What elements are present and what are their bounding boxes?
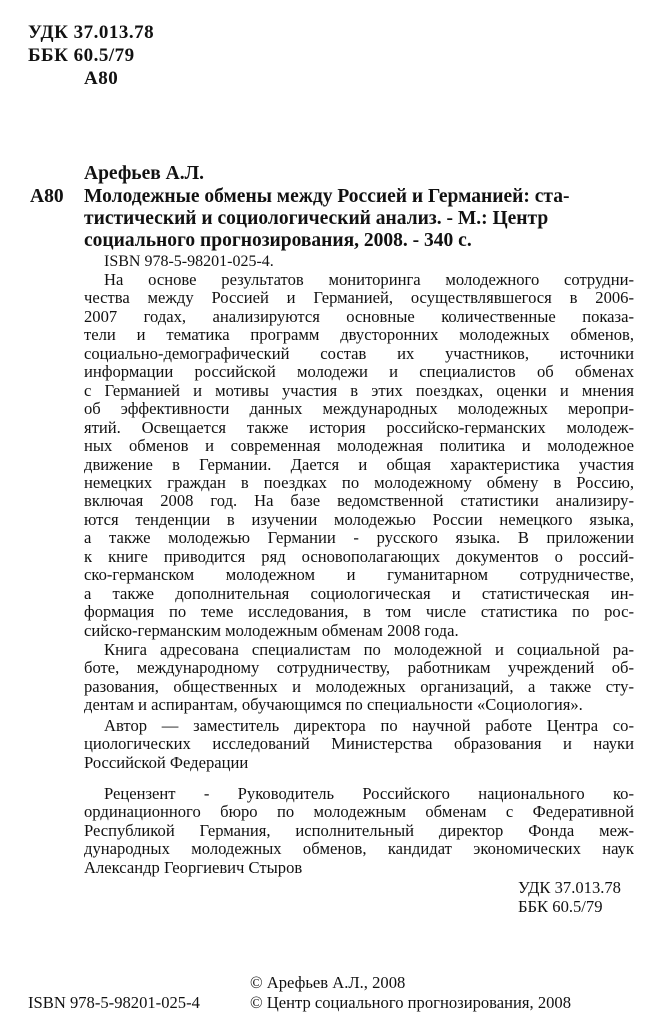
text-line: ско-германском молодежном и гуманитарном сотрудничестве, — [84, 565, 634, 585]
text-line: разования, общественных и молодежных организаций, а также сту- — [84, 676, 634, 696]
text-line: циологических исследований Министерства образования и науки — [84, 734, 634, 754]
text-line: тели и тематика программ двусторонних молодежных обменов, — [84, 325, 634, 345]
text-line: включая 2008 год. На базе ведомственной статистики анализиру- — [84, 491, 634, 511]
text-line: Российской Федерации — [84, 752, 249, 772]
text-line: На основе результатов мониторинга молодежного сотрудни- — [104, 270, 634, 289]
text-line: ординационного бюро по молодежным обменам с Федеративной — [84, 802, 634, 822]
title-line: социального прогнозирования, 2008. - 340 с. — [84, 230, 472, 251]
text-line: к книге приводится ряд основополагающих документов о россий- — [84, 546, 634, 566]
footer-udk: УДК 37.013.78 — [518, 878, 621, 897]
text-line: с Германией и мотивы участия в этих поездках, оценки и мнения — [84, 380, 634, 400]
text-line: движение в Германии. Дается и общая характеристика участия — [84, 454, 634, 474]
text-line: ятий. Освещается также история российско-германских молодеж- — [84, 417, 634, 437]
title-line: тистический и социологический анализ. - М.: Центр — [84, 208, 549, 229]
text-line: дународных молодежных обменов, кандидат экономических наук — [84, 839, 634, 859]
text-line: Рецензент - Руководитель Российского национального ко- — [104, 784, 634, 803]
text-line: Александр Георгиевич Стыров — [84, 857, 303, 877]
index-code: А80 — [30, 186, 64, 207]
text-line: социально-демографический состав их участников, источники — [84, 343, 634, 363]
footer-bbk: ББК 60.5/79 — [518, 897, 603, 916]
author-sign-code: А80 — [84, 68, 119, 89]
bbk-code: ББК 60.5/79 — [28, 45, 135, 66]
copyright-isbn: ISBN 978-5-98201-025-4 — [28, 993, 200, 1012]
text-line: чества между Россией и Германией, осуществлявшегося в 2006- — [84, 288, 634, 308]
text-line: 2007 годах, анализируются основные количественные показа- — [84, 306, 634, 326]
text-line: Автор — заместитель директора по научной работе Центра со- — [104, 716, 634, 735]
isbn-line: ISBN 978-5-98201-025-4. — [104, 253, 274, 270]
text-line: дентам и аспирантам, обучающимся по специальности «Социология». — [84, 695, 583, 715]
udk-code: УДК 37.013.78 — [28, 22, 155, 43]
text-line: информации российской молодежи и специалистов об обменах — [84, 362, 634, 382]
text-line: ных обменов и современная молодежная политика и молодежное — [84, 436, 634, 456]
text-line: об эффективности данных международных молодежных меропри- — [84, 399, 634, 419]
copyright-center: © Центр социального прогнозирования, 2008 — [250, 993, 572, 1012]
text-line: боте, международному сотрудничеству, работникам учреждений об- — [84, 658, 634, 678]
text-line: ются тенденции в изучении молодежью России немецкого языка, — [84, 509, 634, 529]
text-line: немецких граждан в поездках по молодежному обмену в Россию, — [84, 472, 634, 492]
text-line: а также молодежью Германии - русского языка. В приложении — [84, 528, 634, 548]
title-line: Молодежные обмены между Россией и Германией: ста- — [84, 186, 570, 207]
text-line: а также дополнительная социологическая и статистическая ин- — [84, 583, 634, 603]
text-line: Республикой Германия, исполнительный директор Фонда меж- — [84, 820, 634, 840]
book-author: Арефьев А.Л. — [84, 163, 205, 184]
text-line: Книга адресована специалистам по молодежной и социальной ра- — [104, 640, 634, 659]
text-line: сийско-германским молодежным обменам 2008 года. — [84, 620, 459, 640]
copyright-author: © Арефьев А.Л., 2008 — [250, 973, 406, 992]
text-line: формация по теме исследования, в том числе статистика по рос- — [84, 602, 634, 622]
